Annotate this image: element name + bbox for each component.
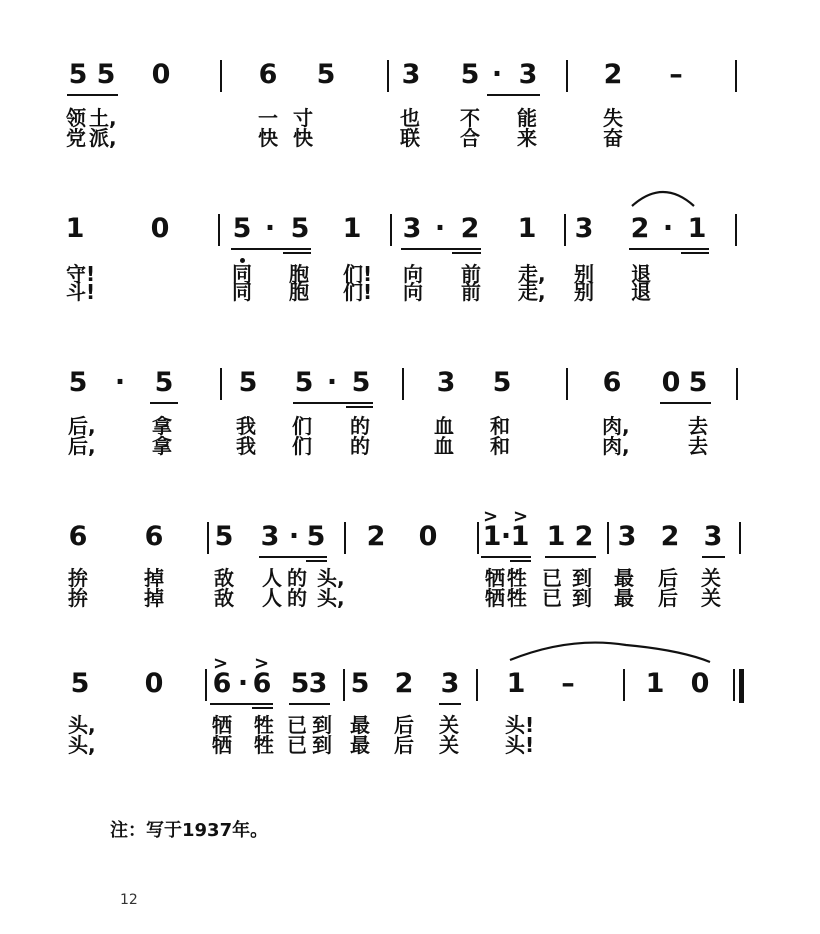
barline <box>476 669 478 701</box>
note: 1 <box>342 213 362 244</box>
note: 5 <box>294 367 314 398</box>
underline <box>67 94 118 96</box>
underline <box>452 252 481 254</box>
barline <box>402 368 404 400</box>
note: 3 <box>260 521 280 552</box>
note: 5 <box>290 668 310 699</box>
barline <box>220 368 222 400</box>
note: 3 <box>703 521 723 552</box>
note: 5 <box>68 59 88 90</box>
note: · <box>288 521 300 552</box>
note: 3 <box>518 59 538 90</box>
tie-mark <box>510 643 710 662</box>
note: 0 <box>144 668 164 699</box>
numbered-notation-line <box>0 58 820 108</box>
note: 1 <box>687 213 707 244</box>
note: · <box>326 367 338 398</box>
note: 5 <box>70 668 90 699</box>
note: – <box>669 59 683 90</box>
note: 6 <box>258 59 278 90</box>
numbered-notation-line <box>0 212 820 262</box>
underline <box>259 556 327 558</box>
system-2 <box>0 212 820 322</box>
barline <box>735 60 737 92</box>
system-3 <box>0 366 820 476</box>
note: 0 <box>690 668 710 699</box>
slur-mark <box>632 192 694 206</box>
note: · <box>500 521 512 552</box>
note: 1 <box>645 668 665 699</box>
note: 3 <box>617 521 637 552</box>
note: 5 <box>351 367 371 398</box>
underline <box>150 402 178 404</box>
note: 5 <box>492 367 512 398</box>
lyric-line-1: 头, 牺 牲 已 到 最 后 关 头! <box>68 713 535 737</box>
barline <box>736 368 738 400</box>
lyric-line-1: 后, 拿 我 们 的 血 和 肉, 去 <box>68 414 708 438</box>
note: 1 <box>517 213 537 244</box>
note: 5 <box>96 59 116 90</box>
note: 2 <box>366 521 386 552</box>
barline <box>735 214 737 246</box>
note: 5 <box>290 213 310 244</box>
lyric-line-2: 党 派, 快 快 联 合 来 奋 <box>66 126 623 150</box>
note: 1 <box>65 213 85 244</box>
note: · <box>114 367 126 398</box>
note: 6 <box>144 521 164 552</box>
underline <box>346 406 373 408</box>
note: 5 <box>214 521 234 552</box>
note: 0 <box>418 521 438 552</box>
note: 1 <box>506 668 526 699</box>
numbered-notation-line <box>0 366 820 416</box>
note: 3 <box>401 59 421 90</box>
accent-mark: > <box>483 506 499 527</box>
footnote-text: ：写于1937年。 <box>128 820 269 841</box>
note: · <box>434 213 446 244</box>
note: 2 <box>574 521 594 552</box>
system-4 <box>0 506 820 630</box>
note: 5 <box>306 521 326 552</box>
note: · <box>662 213 674 244</box>
note: 5 <box>68 367 88 398</box>
barline <box>220 60 222 92</box>
underline <box>306 560 327 562</box>
note: 1 <box>510 521 530 552</box>
note: – <box>561 668 575 699</box>
underline <box>487 94 540 96</box>
final-barline-thin <box>733 669 735 701</box>
note: 3 <box>436 367 456 398</box>
note: 3 <box>308 668 328 699</box>
note: 2 <box>630 213 650 244</box>
note: 3 <box>440 668 460 699</box>
numbered-notation-line <box>0 667 820 717</box>
note: 2 <box>660 521 680 552</box>
note: · <box>264 213 276 244</box>
underline <box>702 556 725 558</box>
underline <box>283 252 311 254</box>
note: 0 <box>661 367 681 398</box>
lyric-line-2: 头, 牺 牲 已 到 最 后 关 头! <box>68 733 535 757</box>
barline <box>566 368 568 400</box>
underline <box>629 248 709 250</box>
note: 1 <box>482 521 502 552</box>
note: 5 <box>238 367 258 398</box>
accent-mark: > <box>513 506 529 527</box>
page-number: 12 <box>120 892 138 908</box>
lyric-line-2: 后, 拿 我 们 的 血 和 肉, 去 <box>68 434 708 458</box>
accent-mark: > <box>254 653 270 674</box>
barline <box>623 669 625 701</box>
note: 2 <box>603 59 623 90</box>
note: 1 <box>546 521 566 552</box>
underline <box>401 248 481 250</box>
underline <box>481 556 531 558</box>
barline <box>344 522 346 554</box>
underline <box>231 248 311 250</box>
note: 6 <box>252 668 272 699</box>
note: 5 <box>460 59 480 90</box>
footnote-label: 注 <box>110 820 128 841</box>
underline <box>210 703 273 705</box>
lyric-line-2: 斗! 同 胞 们! 向 前 走, 别 退 <box>66 280 651 304</box>
underline <box>289 703 330 705</box>
note: · <box>491 59 503 90</box>
note: 5 <box>232 213 252 244</box>
note: 6 <box>212 668 232 699</box>
note: · <box>237 668 249 699</box>
underline <box>252 707 273 709</box>
note: 0 <box>151 59 171 90</box>
underline <box>439 703 461 705</box>
system-1 <box>0 58 820 168</box>
note: 3 <box>402 213 422 244</box>
footnote <box>110 816 268 842</box>
barline <box>739 522 741 554</box>
underline <box>510 560 531 562</box>
note: 2 <box>460 213 480 244</box>
note: 6 <box>602 367 622 398</box>
underline <box>681 252 709 254</box>
accent-mark: > <box>213 653 229 674</box>
underline <box>545 556 596 558</box>
system-5 <box>0 653 820 777</box>
note: 5 <box>688 367 708 398</box>
numbered-notation-line <box>0 520 820 570</box>
note: 5 <box>154 367 174 398</box>
lyric-line-1: 领 土, 一 寸 也 不 能 失 <box>66 106 623 130</box>
underline <box>293 402 373 404</box>
lyric-line-1: 守! 同 胞 们! 向 前 走, 别 退 <box>66 262 651 286</box>
underline <box>660 402 711 404</box>
note: 0 <box>150 213 170 244</box>
final-barline-thick <box>739 669 744 703</box>
note: 2 <box>394 668 414 699</box>
note: 3 <box>574 213 594 244</box>
note: 5 <box>316 59 336 90</box>
barline <box>566 60 568 92</box>
note: 6 <box>68 521 88 552</box>
lyric-line-2: 拚 掉 敌 人 的 头, 牺 牲 已 到 最 后 关 <box>68 586 721 610</box>
note: 5 <box>350 668 370 699</box>
lyric-line-1: 拚 掉 敌 人 的 头, 牺 牲 已 到 最 后 关 <box>68 566 721 590</box>
